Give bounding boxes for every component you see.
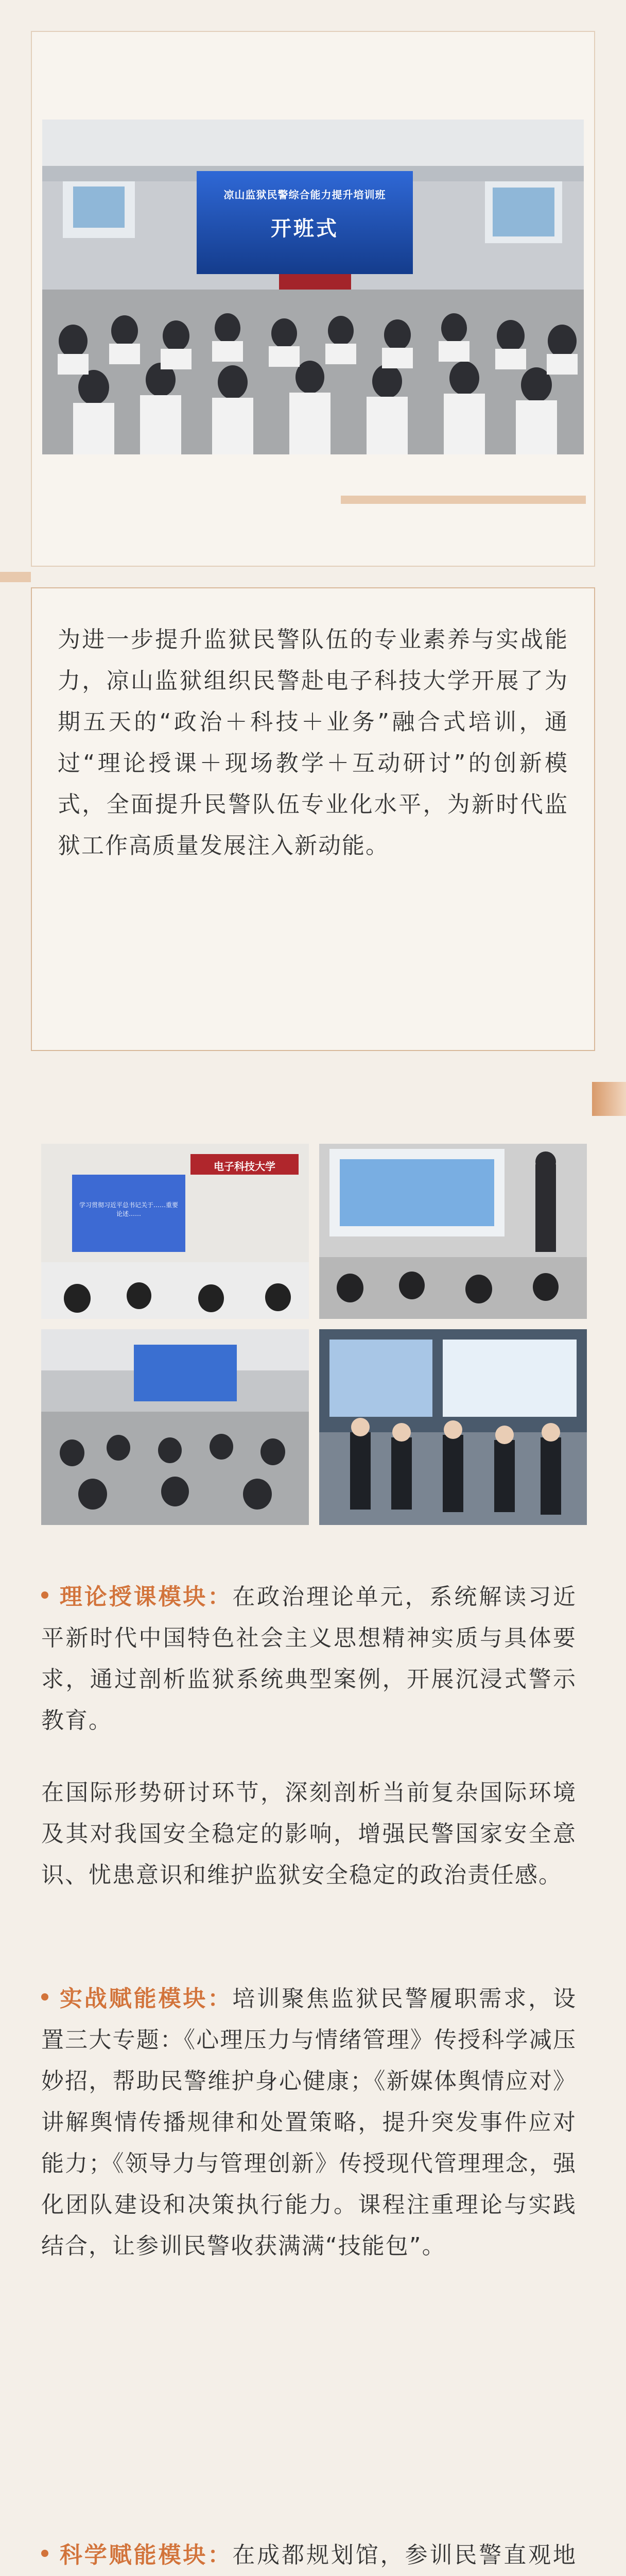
section-theory-para — [41, 1577, 577, 1741]
section-science-bullet — [41, 2550, 48, 2557]
section-science-para — [41, 2535, 577, 2576]
section-practice-title: 实战赋能模块： — [59, 1986, 233, 2012]
section-practice-body: 培训聚焦监狱民警履职需求，设置三大专题：《心理压力与情绪管理》传授科学减压妙招，帮助民警维护身心健康；《新媒体舆情应对》讲解舆情传播规律和处置策略，提升突发事件应对能力；《领导力与管理创新》传授现代管理理念，强化团队建设和决策执行能力。课程注重理论与实践结合，让参训民警收获满满“技能包”。 — [41, 1986, 577, 2259]
hero-banner-line1: 凉山监狱民警综合能力提升培训班 — [223, 189, 386, 201]
collage1-photo1 — [41, 1144, 309, 1319]
section-international-body: 在国际形势研讨环节，深刻剖析当前复杂国际环境及其对我国安全稳定的影响，增强民警国家安全意识、忧患意识和维护监狱安全稳定的政治责任感。 — [41, 1780, 577, 1888]
section-international — [41, 1772, 577, 1896]
section-science-body: 在成都规划馆，参训民警直观地 — [232, 2542, 577, 2568]
section-theory — [41, 1577, 577, 1741]
intro-card — [31, 587, 595, 1051]
intro-text: 为进一步提升监狱民警队伍的专业素养与实战能力，凉山监狱组织民警赴电子科技大学开展了为期五天的“政治＋科技＋业务”融合式培训，通过“理论授课＋现场教学＋互动研讨”的创新模式，全面提升民警队伍专业化水平，为新时代监狱工作高质量发展注入新动能。 — [58, 626, 568, 859]
hero-banner-line2: 开班式 — [271, 217, 339, 241]
hero-frame — [31, 31, 595, 567]
hero-deco-bar — [341, 496, 586, 504]
section-science — [41, 2535, 577, 2576]
left-deco-marker — [0, 572, 31, 582]
collage1-photo4 — [319, 1329, 587, 1525]
section-theory-body: 在政治理论单元，系统解读习近平新时代中国特色社会主义思想精神实质与具体要求，通过剖析监狱系统典型案例，开展沉浸式警示教育。 — [41, 1584, 577, 1734]
section-practice-bullet — [41, 1993, 48, 2001]
section-theory-bullet — [41, 1591, 48, 1599]
collage1-photo1-sign: 电子科技大学 — [214, 1160, 275, 1173]
collage-1 — [41, 1144, 587, 1525]
collage1-photo1-slide: 学习贯彻习近平总书记关于……重要论述…… — [79, 1201, 178, 1217]
section-practice-para — [41, 1978, 577, 2267]
section-science-title: 科学赋能模块： — [59, 2542, 233, 2568]
section-practice — [41, 1978, 577, 2267]
section-theory-title: 理论授课模块： — [59, 1584, 233, 1610]
collage1-photo3 — [41, 1329, 309, 1525]
hero-photo — [42, 120, 584, 454]
collage1-photo2 — [319, 1144, 587, 1319]
right-deco-marker — [592, 1082, 626, 1116]
